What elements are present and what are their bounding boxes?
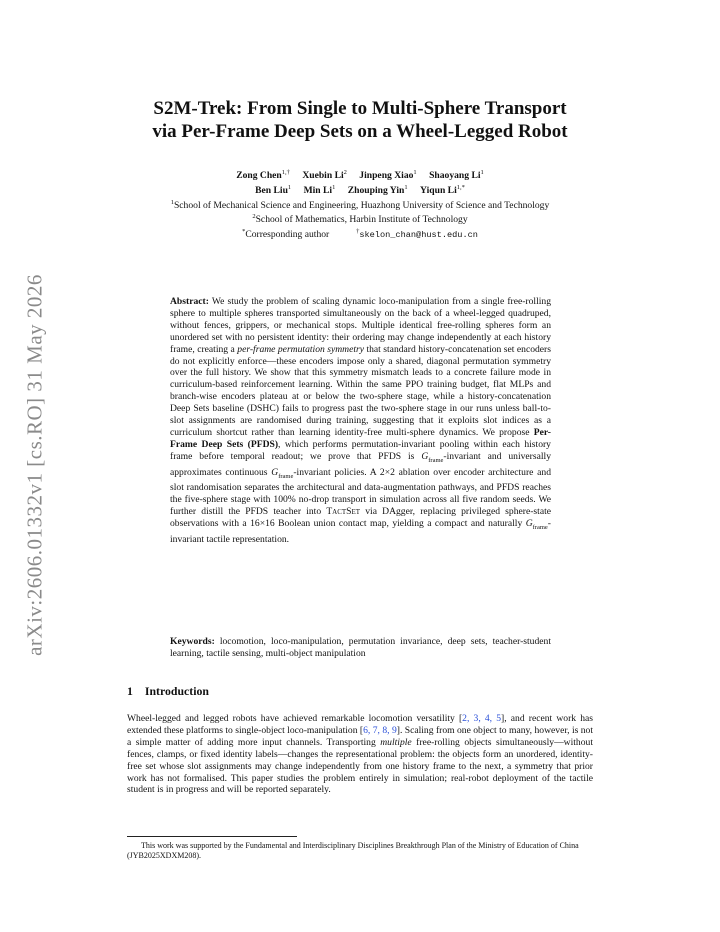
arxiv-sidebar	[18, 250, 52, 680]
abstract: Abstract: We study the problem of scaling dynamic loco-manipulation from a single free-rolling sphere to multiple spheres transported simultaneously on the back of a wheel-legged quadruped, without fences, grippers, or mechanical stops. Multiple identical free-rolling spheres form an unordered set with no persistent identity: their ordering may change independently at each history frame, creating a per-frame permutation symmetry that standard history-concatenation set encoders do not explicitly enforce—these encoders impose only a shared, diagonal permutation symmetry over the full history. We show that this symmetry mismatch leads to a concrete failure mode in curriculum-based reinforcement learning. Within the same PPO training budget, flat MLPs and branch-wise encoders plateau at or below the two-sphere stage, while a history-concatenation Deep Sets baseline (DSHC) fails to progress past the two-sphere stage in our runs unless ball-to-slot assignments are randomised during training, suggesting that it exploits slot indices as a curriculum shortcut rather than learning identity-free multi-sphere dynamics. We propose Per-Frame Deep Sets (PFDS), which performs permutation-invariant pooling within each history frame before temporal readout; we prove that PFDS is $G_{frame}$-invariant and universally approximates continuous $G_{frame}$-invariant policies. A 2×2 ablation over encoder architecture and slot randomisation separates the architectural and data-augmentation pathways, and PFDS reaches the five-sphere stage with 100% no-drop transport in simulation across all five random seeds. We further distill the PFDS teacher into TactSet via DAgger, replacing privileged sphere-state observations with a 16×16 Boolean union contact map, yielding a compact and naturally $G_{frame}$-invariant tactile representation.	[170, 296, 552, 545]
paper-title	[80, 97, 640, 143]
author-name: Xuebin Li$^2$	[302, 169, 347, 182]
author-line-1	[60, 167, 660, 182]
email-link[interactable]: skelon_chan@hust.edu.cn	[359, 230, 478, 241]
arxiv-identifier: arXiv:2606.01332v1 [cs.RO] 31 May 2026	[22, 274, 47, 656]
title-line-2: via Per-Frame Deep Sets on a Wheel-Legged Robot	[152, 121, 568, 142]
affiliation-1: $^1$School of Mechanical Science and Engineering, Huazhong University of Science and Technology	[170, 198, 550, 211]
citation-link[interactable]: 2, 3, 4, 5	[462, 713, 502, 724]
title-line-1: S2M-Trek: From Single to Multi-Sphere Transport	[153, 98, 567, 119]
author-name: Ben Liu$^1$	[255, 183, 292, 196]
correspondence: *Corresponding author †skelon_chan@hust.edu.cn	[242, 228, 478, 241]
author-name: Min Li$^1$	[303, 183, 336, 196]
author-name: Shaoyang Li$^1$	[429, 169, 484, 182]
abstract-label: Abstract:	[170, 296, 209, 307]
author-line-2	[60, 182, 660, 197]
keywords-label: Keywords:	[170, 636, 215, 647]
affiliation-2: $^2$School of Mathematics, Harbin Institute of Technology	[252, 213, 468, 226]
section-heading: 1 Introduction	[127, 684, 209, 698]
keywords: Keywords: locomotion, loco-manipulation, permutation invariance, deep sets, teacher-student learning, tactile sensing, multi-object manipulation	[170, 636, 551, 659]
introduction-paragraph: Wheel-legged and legged robots have achieved remarkable locomotion versatility [2, 3, 4, 5], and recent work has extended these platforms to single-object loco-manipulation [6, 7, 8, 9]. Scaling from one object to many, however, is not a simple matter of adding more input channels. Transporting multiple free-rolling objects simultaneously—without fences, clamps, or fixed identity labels—changes the representational problem: the objects form an unordered, identity-free set whose slot assignments may change independently from one history frame to the next, a symmetry that prior work has not formalised. This paper studies the problem entirely in simulation; real-robot deployment of the tactile student is in progress and will be reported separately.	[127, 713, 594, 796]
footnote-rule	[127, 836, 297, 837]
footnote: This work was supported by the Fundamental and Interdisciplinary Disciplines Breakthrough Plan of the Ministry of Education of China (JYB2025XDXM208).	[127, 841, 579, 860]
author-name: Zong Chen$^{1,\dagger}$	[236, 169, 290, 182]
author-name: Jinpeng Xiao$^1$	[359, 169, 417, 182]
author-name: Zhouping Yin$^1$	[347, 183, 408, 196]
citation-link[interactable]: 6, 7, 8, 9	[363, 724, 397, 736]
author-name: Yiqun $Li^{1,*}$	[420, 183, 465, 196]
author-block	[60, 167, 660, 242]
